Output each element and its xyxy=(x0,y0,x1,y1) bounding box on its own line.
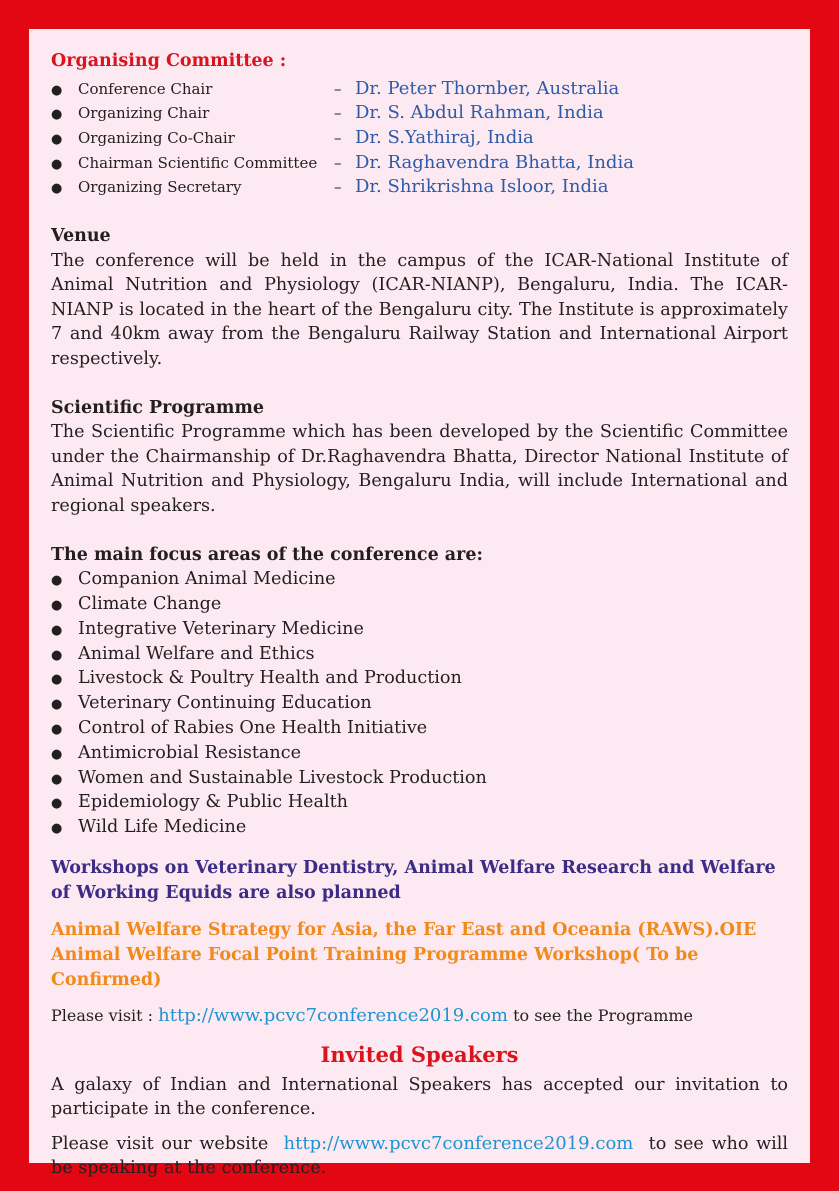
speakers-text: A galaxy of Indian and International Speakers has accepted our invitation to participate in the conference. xyxy=(51,1074,788,1120)
bullet-icon: ● xyxy=(51,156,63,172)
focus-item: Animal Welfare and Ethics xyxy=(78,643,315,664)
committee-heading: Organising Committee : xyxy=(51,51,287,71)
brochure-panel xyxy=(29,29,810,1179)
committee-member xyxy=(51,126,788,151)
committee-name: Dr. S.Yathiraj, India xyxy=(355,126,534,148)
list-item xyxy=(51,617,788,642)
bullet-icon: ● xyxy=(51,746,63,762)
bullet-icon: ● xyxy=(51,107,63,123)
committee-role: Organizing Chair xyxy=(78,104,210,123)
focus-item: Antimicrobial Resistance xyxy=(78,742,301,763)
focus-item: Climate Change xyxy=(78,593,222,614)
list-item xyxy=(51,666,788,691)
bullet-icon: ● xyxy=(51,672,63,688)
programme-text: The Scientific Programme which has been developed by the Scientific Committee under the Chairmanship of Dr.Raghavendra Bhatta, Director National Institute of Animal Nutrition and Physiology, Bengaluru India, will include International and regional speakers. xyxy=(51,422,788,516)
list-item xyxy=(51,790,788,815)
committee-dash: – xyxy=(334,178,342,197)
committee-role: Conference Chair xyxy=(78,79,213,98)
committee-dash: – xyxy=(334,128,342,147)
list-item xyxy=(51,815,788,840)
focus-heading: The main focus areas of the conference are: xyxy=(51,544,483,565)
speakers-visit-prefix: Please visit our website xyxy=(51,1133,269,1154)
focus-item: Women and Sustainable Livestock Production xyxy=(78,767,487,788)
focus-item: Livestock & Poultry Health and Production xyxy=(78,668,462,689)
committee-member xyxy=(51,151,788,176)
list-item xyxy=(51,766,788,791)
committee-name: Dr. Peter Thornber, Australia xyxy=(355,77,620,99)
bullet-icon: ● xyxy=(51,181,63,197)
committee-list xyxy=(51,77,788,200)
committee-dash: – xyxy=(334,79,342,98)
bullet-icon: ● xyxy=(51,697,63,713)
committee-name: Dr. Raghavendra Bhatta, India xyxy=(355,151,634,173)
visit-suffix: to see the Programme xyxy=(513,1005,694,1025)
speakers-visit-line xyxy=(51,1132,788,1181)
list-item xyxy=(51,567,788,592)
list-item xyxy=(51,691,788,716)
focus-item: Integrative Veterinary Medicine xyxy=(78,618,364,639)
list-item xyxy=(51,741,788,766)
committee-role: Organizing Secretary xyxy=(78,178,242,197)
focus-item: Companion Animal Medicine xyxy=(78,569,336,590)
workshops-note: Workshops on Veterinary Dentistry, Animal Welfare Research and Welfare of Working Equids are also planned xyxy=(51,857,776,903)
bullet-icon: ● xyxy=(51,721,63,737)
committee-name: Dr. S. Abdul Rahman, India xyxy=(355,102,604,124)
list-item xyxy=(51,642,788,667)
focus-item: Epidemiology & Public Health xyxy=(78,792,348,813)
speakers-heading: Invited Speakers xyxy=(320,1041,519,1067)
focus-item: Veterinary Continuing Education xyxy=(78,693,372,714)
bullet-icon: ● xyxy=(51,597,63,613)
committee-name: Dr. Shrikrishna Isloor, India xyxy=(355,176,609,198)
raws-note: Animal Welfare Strategy for Asia, the Far East and Oceania (RAWS).OIE Animal Welfare Focal Point Training Programme Workshop( To be Confirmed) xyxy=(51,919,757,990)
committee-role: Chairman Scientific Committee xyxy=(78,153,318,172)
visit-prefix: Please visit : xyxy=(51,1005,154,1025)
list-item xyxy=(51,716,788,741)
committee-role: Organizing Co-Chair xyxy=(78,128,235,147)
bullet-icon: ● xyxy=(51,573,63,589)
programme-link[interactable]: http://www.pcvc7conference2019.com xyxy=(158,1004,508,1026)
committee-dash: – xyxy=(334,104,342,123)
speakers-visit-suffix: to see who will be speaking at the conference. xyxy=(51,1133,789,1179)
focus-item: Wild Life Medicine xyxy=(78,817,247,838)
bullet-icon: ● xyxy=(51,647,63,663)
focus-list xyxy=(51,567,788,840)
bullet-icon: ● xyxy=(51,796,63,812)
bullet-icon: ● xyxy=(51,821,63,837)
speakers-link[interactable]: http://www.pcvc7conference2019.com xyxy=(283,1132,634,1154)
programme-heading: Scientific Programme xyxy=(51,397,265,418)
venue-text: The conference will be held in the campus of the ICAR-National Institute of Animal Nutrition and Physiology (ICAR-NIANP), Bengaluru, India. The ICAR-NIANP is located in the heart of the Bengaluru city. The Institute is approximately 7 and 40km away from the Bengaluru Railway Station and International Airport respectively. xyxy=(51,250,788,369)
committee-member xyxy=(51,77,788,102)
programme-visit-line xyxy=(51,1004,788,1029)
bullet-icon: ● xyxy=(51,82,63,98)
focus-item: Control of Rabies One Health Initiative xyxy=(78,717,428,738)
bullet-icon: ● xyxy=(51,771,63,787)
committee-dash: – xyxy=(334,153,342,172)
list-item xyxy=(51,592,788,617)
bullet-icon: ● xyxy=(51,131,63,147)
bullet-icon: ● xyxy=(51,622,63,638)
committee-member xyxy=(51,175,788,200)
venue-heading: Venue xyxy=(51,226,111,247)
committee-member xyxy=(51,101,788,126)
